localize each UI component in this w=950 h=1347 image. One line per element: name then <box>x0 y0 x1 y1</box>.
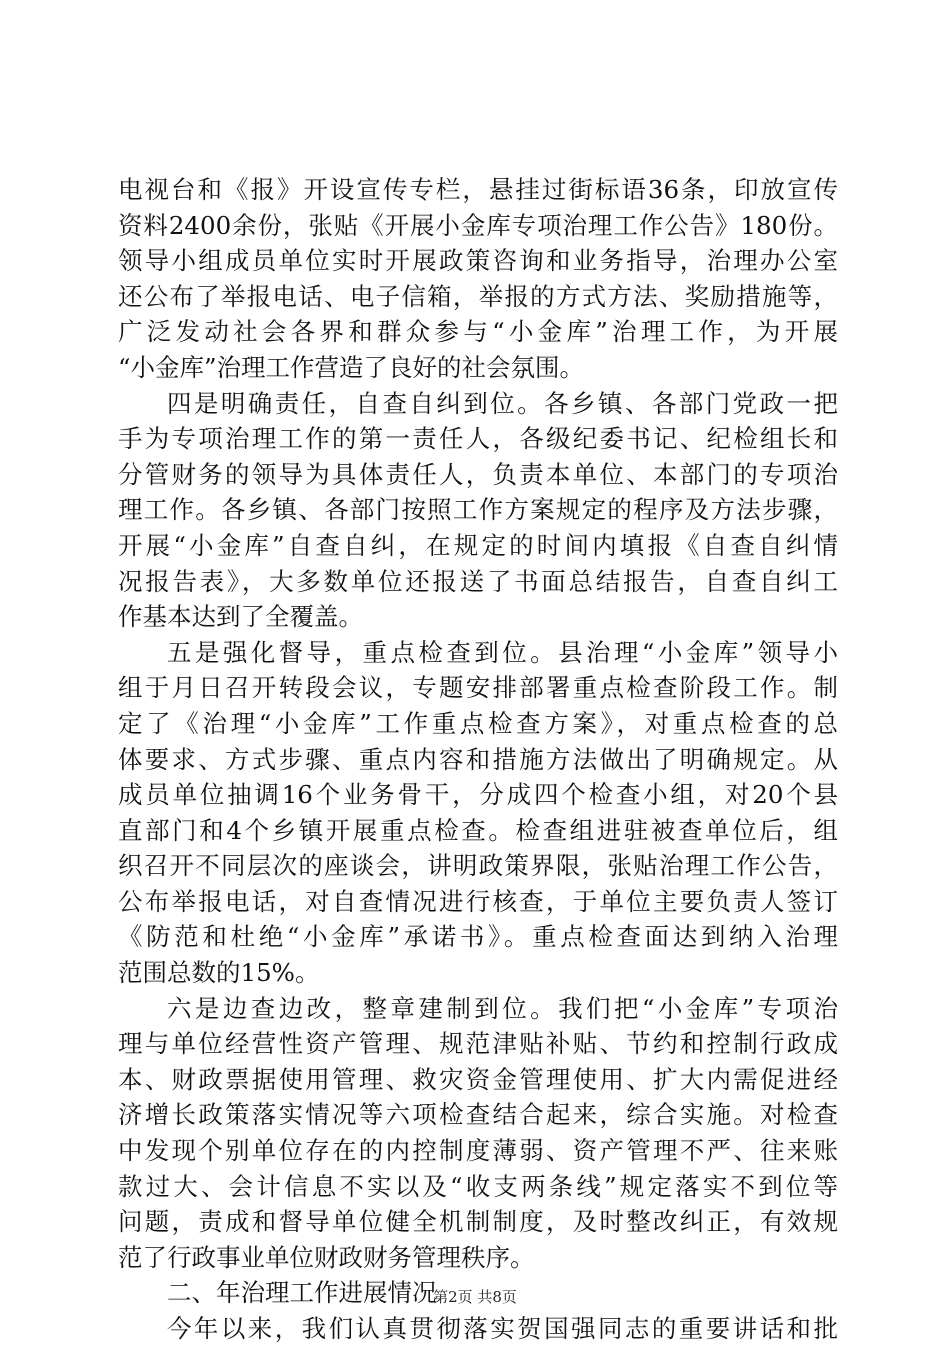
paragraph-first-line: 四是明确责任，自查自纠到位。各乡镇、各部门党政一把 <box>167 388 838 418</box>
text-line: 范围总数的15%。 <box>118 958 320 988</box>
text-line: 手为专项治理工作的第一责任人，各级纪委书记、纪检组长和 <box>118 424 838 454</box>
paragraph-first-line: 今年以来，我们认真贯彻落实贺国强同志的重要讲话和批 <box>167 1314 838 1343</box>
text-line: 本、财政票据使用管理、救灾资金管理使用、扩大内需促进经 <box>118 1064 838 1094</box>
text-line: 体要求、方式步骤、重点内容和措施方法做出了明确规定。从 <box>118 744 838 774</box>
text-line: 资料2400余份，张贴《开展小金库专项治理工作公告》180份。 <box>118 210 838 240</box>
paragraph-first-line: 六是边查边改，整章建制到位。我们把“小金库”专项治 <box>167 993 838 1023</box>
text-line: 中发现个别单位存在的内控制度薄弱、资产管理不严、往来账 <box>118 1136 838 1166</box>
text-line: 《防范和杜绝“小金库”承诺书》。重点检查面达到纳入治理 <box>118 922 838 952</box>
text-line: 开展“小金库”自查自纠，在规定的时间内填报《自查自纠情 <box>118 530 838 560</box>
text-line: 分管财务的领导为具体责任人，负责本单位、本部门的专项治 <box>118 459 838 489</box>
text-line: 理与单位经营性资产管理、规范津贴补贴、节约和控制行政成 <box>118 1029 838 1059</box>
text-line: 定了《治理“小金库”工作重点检查方案》，对重点检查的总 <box>118 708 838 738</box>
text-line: 范了行政事业单位财政财务管理秩序。 <box>118 1242 535 1272</box>
text-line: 织召开不同层次的座谈会，讲明政策界限，张贴治理工作公告， <box>118 851 838 881</box>
text-line: 领导小组成员单位实时开展政策咨询和业务指导，治理办公室 <box>118 246 838 276</box>
paragraph-first-line: 五是强化督导，重点检查到位。县治理“小金库”领导小 <box>167 637 838 667</box>
text-line: “小金库”治理工作营造了良好的社会氛围。 <box>118 352 585 382</box>
text-line: 作基本达到了全覆盖。 <box>118 602 363 632</box>
text-line: 况报告表》，大多数单位还报送了书面总结报告，自查自纠工 <box>118 566 838 596</box>
text-line: 广泛发动社会各界和群众参与“小金库”治理工作，为开展 <box>118 317 838 347</box>
text-line: 直部门和4个乡镇开展重点检查。检查组进驻被查单位后，组 <box>118 815 838 845</box>
text-line: 理工作。各乡镇、各部门按照工作方案规定的程序及方法步骤， <box>118 495 838 525</box>
text-line: 问题，责成和督导单位健全机制制度，及时整改纠正，有效规 <box>118 1207 838 1237</box>
page-footer: 第2页 共8页 <box>433 1288 517 1306</box>
text-line: 成员单位抽调16个业务骨干，分成四个检查小组，对20个县 <box>118 780 838 810</box>
text-line: 电视台和《报》开设宣传专栏，悬挂过街标语36条，印放宣传 <box>118 175 838 204</box>
document-body <box>118 172 838 1347</box>
text-line: 济增长政策落实情况等六项检查结合起来，综合实施。对检查 <box>118 1100 838 1130</box>
text-line: 款过大、会计信息不实以及“收支两条线”规定落实不到位等 <box>118 1171 838 1201</box>
text-line: 组于月日召开转段会议，专题安排部署重点检查阶段工作。制 <box>118 673 838 703</box>
section-heading: 二、年治理工作进展情况 <box>167 1278 437 1308</box>
text-line: 公布举报电话，对自查情况进行核查，于单位主要负责人签订 <box>118 886 838 916</box>
text-line: 还公布了举报电话、电子信箱，举报的方式方法、奖励措施等， <box>118 281 838 311</box>
